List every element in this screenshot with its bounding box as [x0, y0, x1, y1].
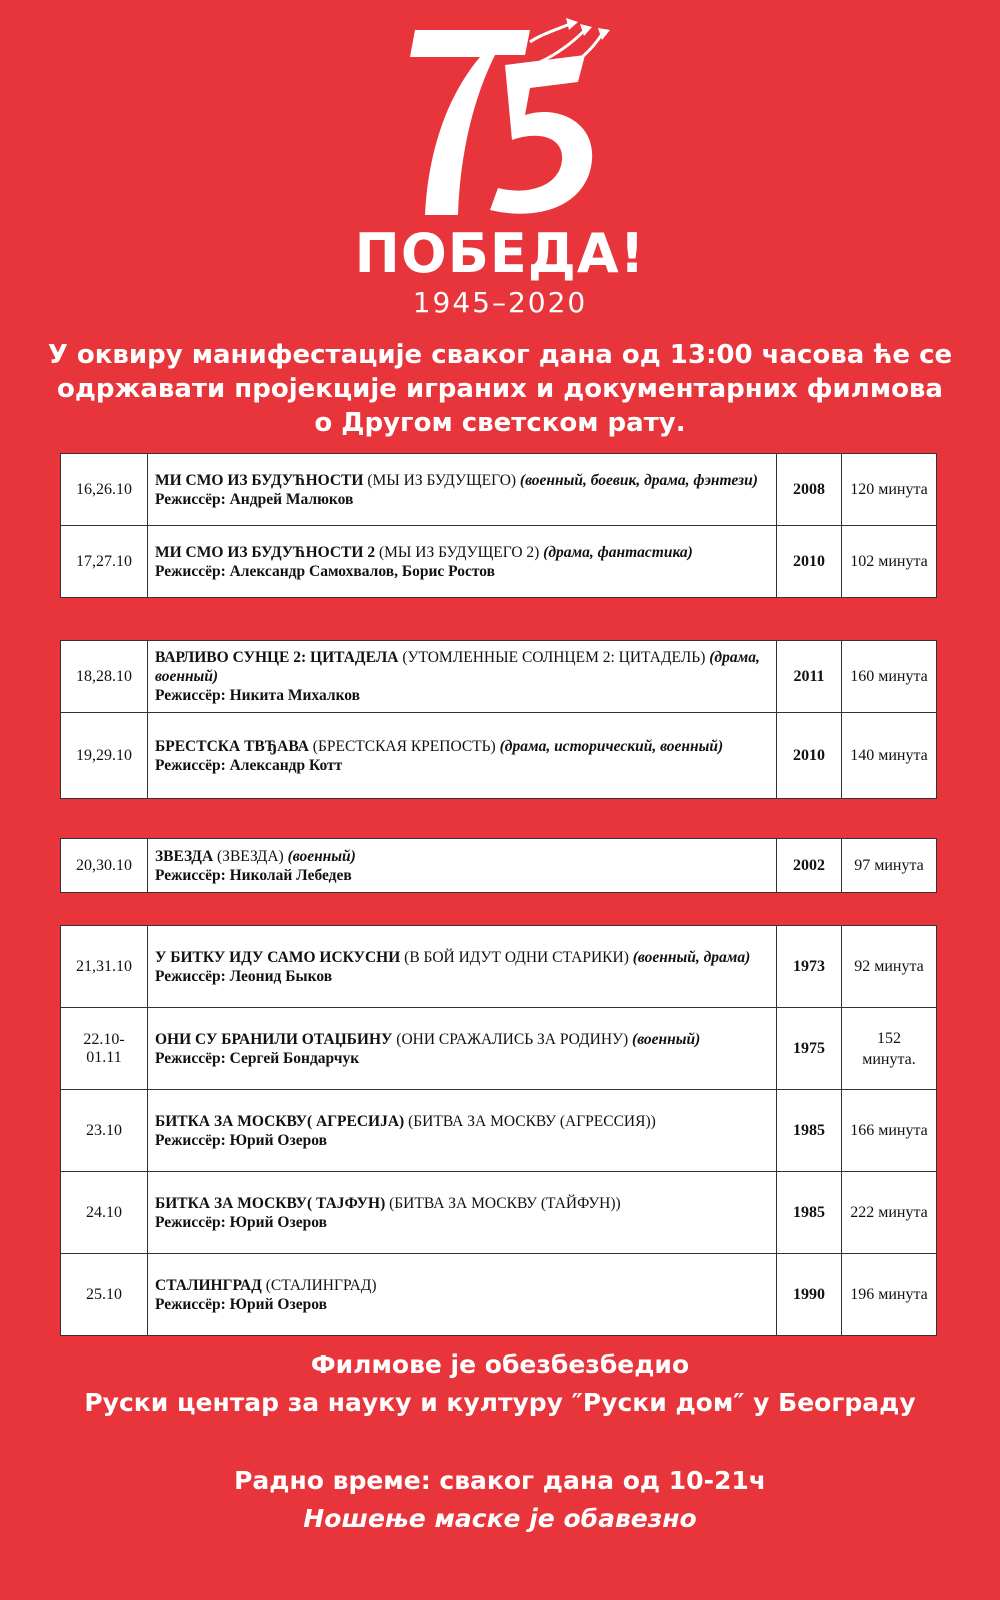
table-row: [61, 839, 937, 893]
footer-credits-line-1: Филмове је обезбезбедио: [310, 1350, 690, 1379]
table-row: [61, 926, 937, 1008]
row-duration: 196 минута: [842, 1254, 937, 1336]
row-year: 1985: [777, 1172, 842, 1254]
schedule-table-1: [60, 453, 937, 598]
row-film-info: СТАЛИНГРАД (СТАЛИНГРАД) Режиссёр: Юрий Озеров: [148, 1254, 777, 1336]
schedule-table-3: [60, 838, 937, 893]
row-year: 2010: [777, 526, 842, 598]
row-duration: 120 минута: [842, 454, 937, 526]
schedule-table-4: [60, 925, 937, 1336]
row-film-info: У БИТКУ ИДУ САМО ИСКУСНИ (В БОЙ ИДУТ ОДНИ СТАРИКИ) (военный, драма) Режиссёр: Леонид Быков: [148, 926, 777, 1008]
logo-years: 1945–2020: [412, 286, 588, 319]
row-date: 23.10: [61, 1090, 148, 1172]
row-film-info: ЗВЕЗДА (ЗВЕЗДА) (военный) Режиссёр: Николай Лебедев: [148, 839, 777, 893]
row-film-info: БИТКА ЗА МОСКВУ( АГРЕСИЈА) (БИТВА ЗА МОСКВУ (АГРЕССИЯ)) Режиссёр: Юрий Озеров: [148, 1090, 777, 1172]
table-row: [61, 1254, 937, 1336]
table-row: [61, 526, 937, 598]
row-film-info: БРЕСТСКА ТВЂАВА (БРЕСТСКАЯ КРЕПОСТЬ) (драма, исторический, военный) Режиссёр: Александр Котт: [148, 713, 777, 799]
row-film-info: ОНИ СУ БРАНИЛИ ОТАЏБИНУ (ОНИ СРАЖАЛИСЬ ЗА РОДИНУ) (военный) Режиссёр: Сергей Бондарчук: [148, 1008, 777, 1090]
row-film-info: ВАРЛИВО СУНЦЕ 2: ЦИТАДЕЛА (УТОМЛЕННЫЕ СОЛНЦЕМ 2: ЦИТАДЕЛЬ) (драма, военный) Режиссёр: Никита Михалков: [148, 641, 777, 713]
footer-credits: [0, 1346, 1000, 1422]
row-date: 22.10- 01.11: [61, 1008, 148, 1090]
mask-notice: Ношење маске је обавезно: [303, 1504, 697, 1533]
table-row: [61, 713, 937, 799]
row-duration: 222 минута: [842, 1172, 937, 1254]
table-row: [61, 454, 937, 526]
schedule-table-2: [60, 640, 937, 799]
row-year: 2002: [777, 839, 842, 893]
intro-text: У оквиру манифестације сваког дана од 13:00 часова ће се одржавати пројекције играних и документарних филмова о Другом светском рату.: [47, 340, 953, 438]
row-duration: 160 минута: [842, 641, 937, 713]
row-date: 24.10: [61, 1172, 148, 1254]
row-duration: 140 минута: [842, 713, 937, 799]
row-year: 1975: [777, 1008, 842, 1090]
row-date: 19,29.10: [61, 713, 148, 799]
footer-credits-line-2: Руски центар за науку и културу ″Руски дом″ у Београду: [84, 1388, 916, 1417]
row-duration: 152 минута.: [842, 1008, 937, 1090]
row-year: 1973: [777, 926, 842, 1008]
table-row: [61, 1172, 937, 1254]
row-duration: 92 минута: [842, 926, 937, 1008]
row-date: 18,28.10: [61, 641, 148, 713]
row-date: 17,27.10: [61, 526, 148, 598]
row-year: 1985: [777, 1090, 842, 1172]
row-duration: 166 минута: [842, 1090, 937, 1172]
row-date: 16,26.10: [61, 454, 148, 526]
victory-75-logo: [380, 10, 620, 240]
row-film-info: МИ СМО ИЗ БУДУЋНОСТИ 2 (МЫ ИЗ БУДУЩЕГО 2) (драма, фантастика) Режиссёр: Александр Самохвалов, Борис Ростов: [148, 526, 777, 598]
row-duration: 97 минута: [842, 839, 937, 893]
row-date: 21,31.10: [61, 926, 148, 1008]
logo-word: ПОБЕДА!: [354, 222, 646, 285]
opening-hours: Радно време: сваког дана од 10-21ч: [234, 1466, 766, 1495]
footer-hours: [0, 1462, 1000, 1538]
row-year: 2010: [777, 713, 842, 799]
row-date: 20,30.10: [61, 839, 148, 893]
row-film-info: МИ СМО ИЗ БУДУЋНОСТИ (МЫ ИЗ БУДУЩЕГО) (военный, боевик, драма, фэнтези) Режиссёр: Андрей Малюков: [148, 454, 777, 526]
row-year: 1990: [777, 1254, 842, 1336]
row-year: 2008: [777, 454, 842, 526]
row-duration: 102 минута: [842, 526, 937, 598]
row-date: 25.10: [61, 1254, 148, 1336]
table-row: [61, 641, 937, 713]
row-year: 2011: [777, 641, 842, 713]
row-film-info: БИТКА ЗА МОСКВУ( ТАЈФУН) (БИТВА ЗА МОСКВУ (ТАЙФУН)) Режиссёр: Юрий Озеров: [148, 1172, 777, 1254]
table-row: [61, 1090, 937, 1172]
table-row: [61, 1008, 937, 1090]
